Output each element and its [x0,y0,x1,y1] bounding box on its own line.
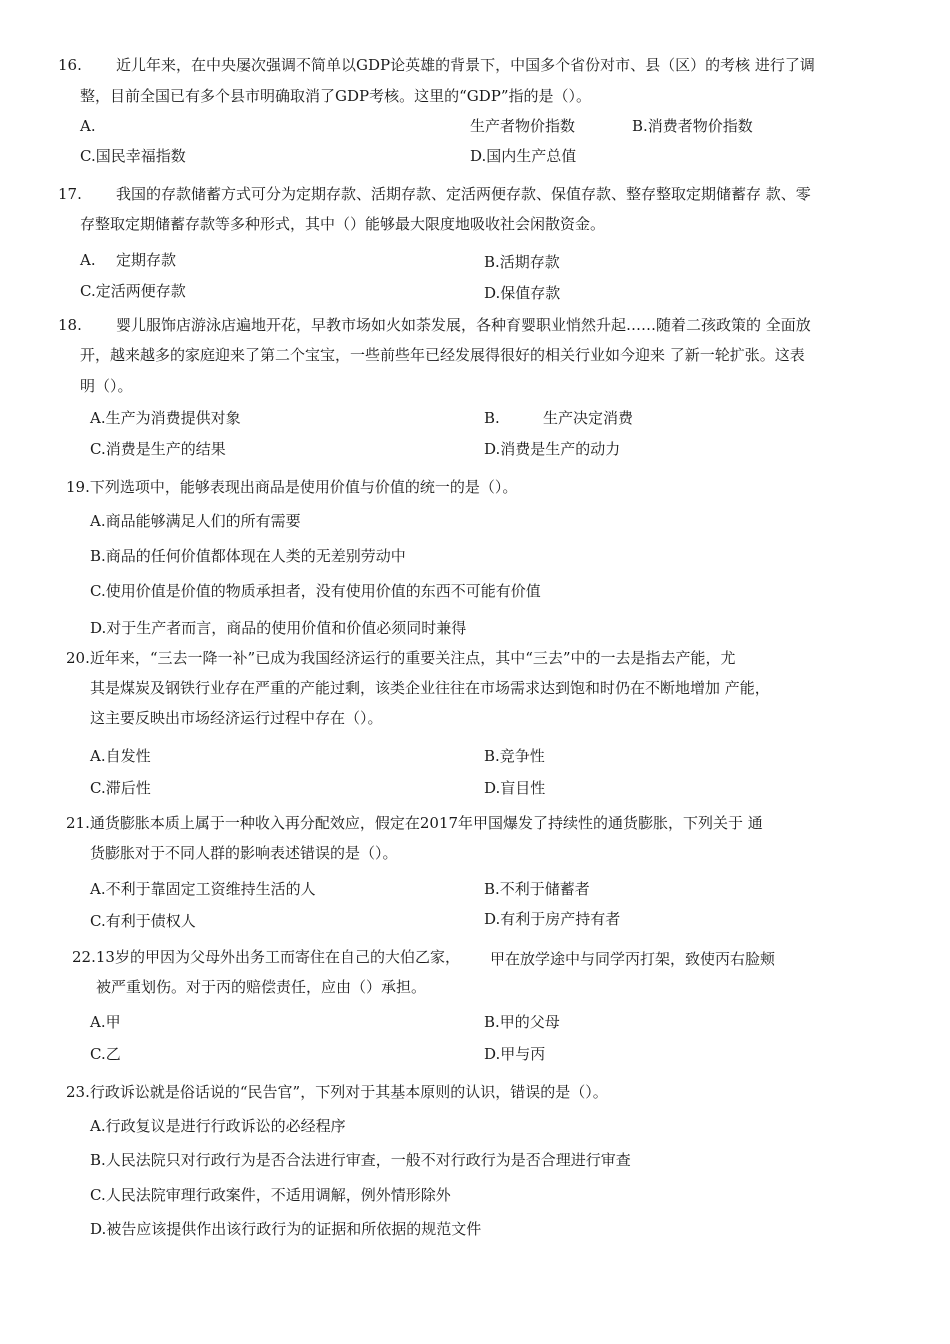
option-b: B.不利于储蓄者 [484,880,590,898]
question-stem-line: 22.13岁的甲因为父母外出务工而寄住在自己的大伯乙家， [72,948,460,966]
option-a-text: 定期存款 [116,251,177,269]
question-stem-line: 被严重划伤。对于丙的赔偿责任，应由（）承担。 [96,978,427,996]
question-stem-line: 婴儿服饰店游泳店遍地开花，早教市场如火如荼发展，各种育婴职业悄然升起……随着二孩政策的 全面放 [116,316,811,334]
option-b: B.甲的父母 [484,1013,560,1031]
option-b-text: 生产决定消费 [543,409,634,427]
question-stem-line: 20.近年来，“三去一降一补”已成为我国经济运行的重要关注点，其中“三去”中的一去是指去产能，尤 [66,649,736,667]
option-b: B.活期存款 [484,253,560,271]
option-d: D.消费是生产的动力 [484,440,621,458]
option-a: A.商品能够满足人们的所有需要 [90,512,301,530]
option-a: A.甲 [90,1013,121,1031]
question-stem-line: 甲在放学途中与同学丙打架，致使丙右脸颊 [490,950,776,968]
question-stem-line: 23.行政诉讼就是俗话说的“民告官”，下列对于其基本原则的认识，错误的是（）。 [66,1083,608,1101]
option-d: D.国内生产总值 [470,147,577,165]
option-c: C.国民幸福指数 [80,147,186,165]
option-d: D.对于生产者而言，商品的使用价值和价值必须同时兼得 [90,619,467,637]
option-d: D.盲目性 [484,779,546,797]
option-c: C.乙 [90,1045,121,1063]
question-stem-line: 我国的存款储蓄方式可分为定期存款、活期存款、定活两便存款、保值存款、整存整取定期储蓄存 款、零 [116,185,811,203]
question-number: 17. [58,185,82,203]
option-d: D.被告应该提供作出该行政行为的证据和所依据的规范文件 [90,1220,482,1238]
option-c: C.人民法院审理行政案件，不适用调解，例外情形除外 [90,1186,451,1204]
option-a-label: A. [80,251,96,269]
option-a: A.行政复议是进行行政诉讼的必经程序 [90,1117,346,1135]
question-stem-line: 近儿年来，在中央屡次强调不简单以GDP论英雄的背景下，中国多个省份对市、县（区）的考核 进行了调 [116,56,815,74]
option-a-label: A. [80,117,96,135]
option-a: A.自发性 [90,747,151,765]
question-stem-line: 存整取定期储蓄存款等多种形式，其中（）能够最大限度地吸收社会闲散资金。 [80,215,606,233]
option-b: B.竞争性 [484,747,545,765]
question-number: 16. [58,56,82,74]
option-c: C.定活两便存款 [80,282,186,300]
question-stem-line: 明（）。 [80,377,133,395]
option-b: B.人民法院只对行政行为是否合法进行审查，一般不对行政行为是否合理进行审查 [90,1151,631,1169]
option-d: D.保值存款 [484,284,561,302]
question-stem-line: 开，越来越多的家庭迎来了第二个宝宝，一些前些年已经发展得很好的相关行业如今迎来 了新一轮扩张。这表 [80,346,805,364]
option-c: C.有利于债权人 [90,912,196,930]
question-number: 18. [58,316,82,334]
option-c: C.滞后性 [90,779,151,797]
option-c: C.使用价值是价值的物质承担者，没有使用价值的东西不可能有价值 [90,582,541,600]
option-b: B.商品的任何价值都体现在人类的无差别劳动中 [90,547,406,565]
option-c: C.消费是生产的结果 [90,440,226,458]
question-stem-line: 21.通货膨胀本质上属于一种收入再分配效应，假定在2017年甲国爆发了持续性的通货膨胀，下列关于 通 [66,814,763,832]
option-b: B.消费者物价指数 [632,117,753,135]
question-stem-line: 其是煤炭及钢铁行业存在严重的产能过剩，该类企业往往在市场需求达到饱和时仍在不断地增加 产能， [90,679,770,697]
option-a-text: 生产者物价指数 [470,117,576,135]
option-a: A.生产为消费提供对象 [90,409,241,427]
option-a: A.不利于靠固定工资维持生活的人 [90,880,316,898]
question-stem-line: 这主要反映出市场经济运行过程中存在（）。 [90,709,383,727]
option-d: D.有利于房产持有者 [484,910,621,928]
question-stem-line: 货膨胀对于不同人群的影响表述错误的是（）。 [90,844,398,862]
option-b-label: B. [484,409,500,427]
question-stem-line: 19.下列选项中，能够表现出商品是使用价值与价值的统一的是（）。 [66,478,518,496]
question-stem-line: 整，目前全国已有多个县市明确取消了GDP考核。这里的“GDP”指的是（）。 [80,87,592,105]
option-d: D.甲与丙 [484,1045,546,1063]
